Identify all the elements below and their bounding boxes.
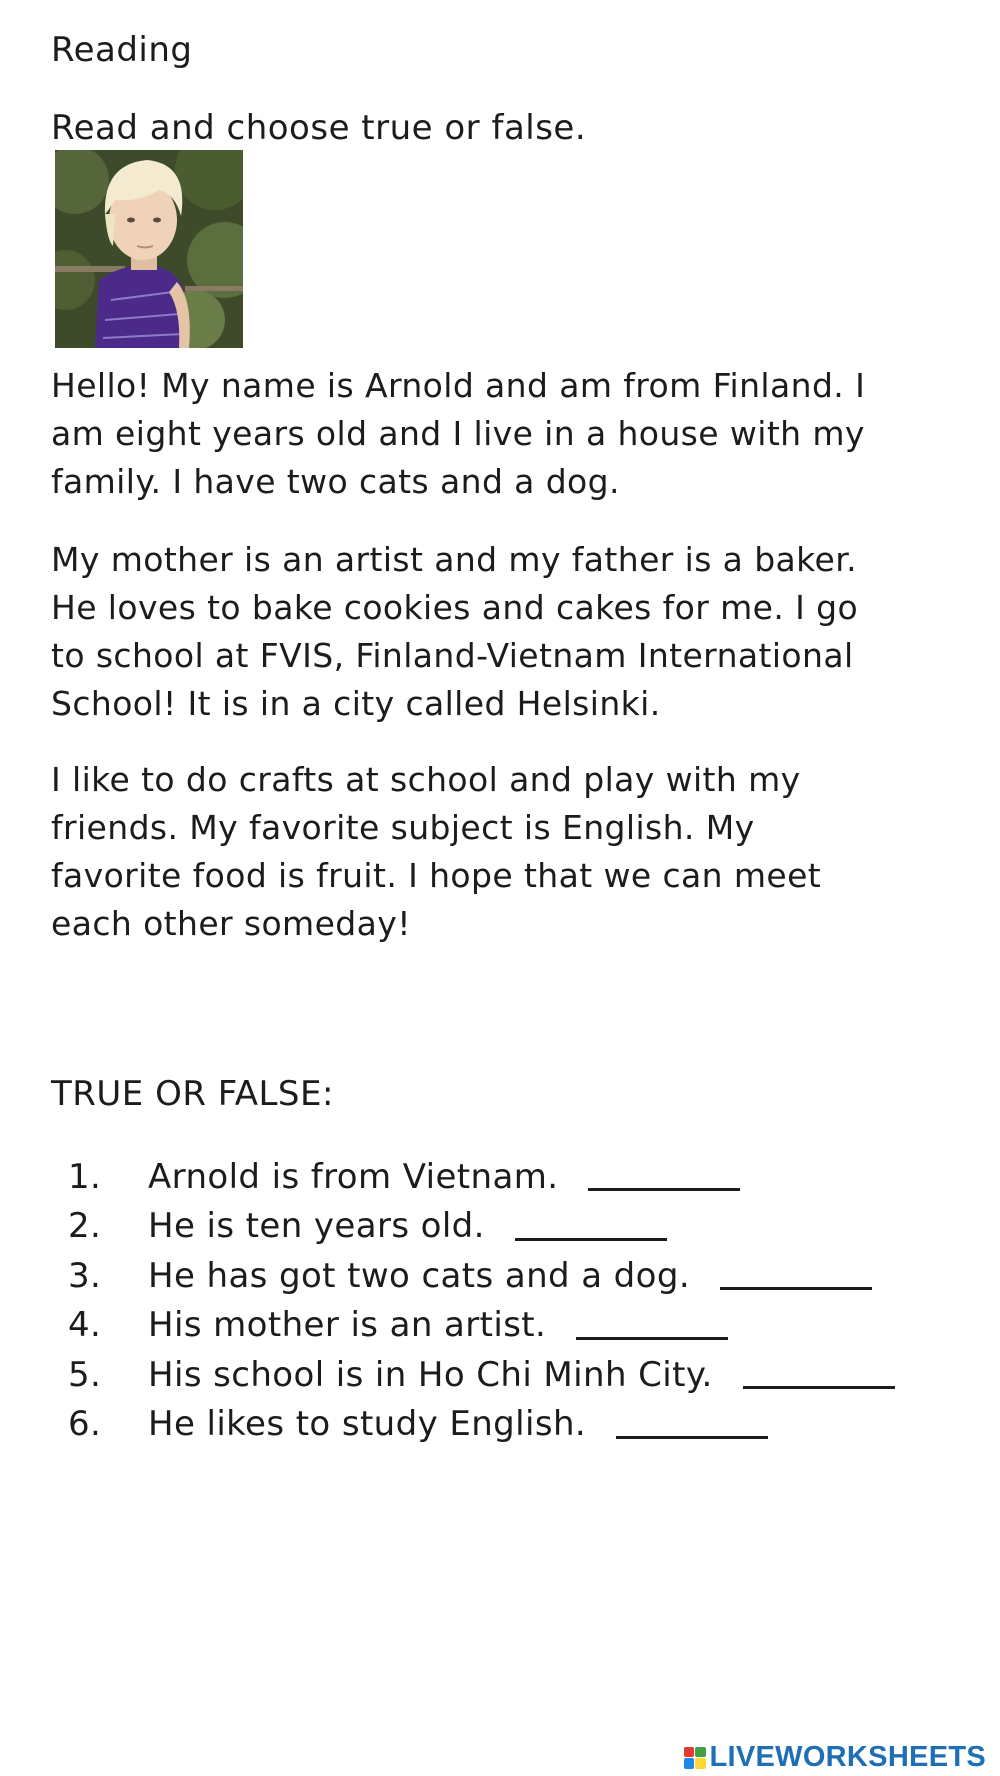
- answer-blank-2[interactable]: [515, 1212, 667, 1241]
- answer-blank-1[interactable]: [588, 1162, 740, 1191]
- passage-line: Hello! My name is Arnold and am from Finland. I: [51, 366, 866, 405]
- brand-name: LIVEWORKSHEETS: [709, 1741, 986, 1773]
- true-false-heading: TRUE OR FALSE:: [51, 1074, 334, 1114]
- question-number: 4.: [68, 1305, 102, 1346]
- question-text: He is ten years old.: [148, 1206, 485, 1247]
- question-item-5: [60, 1350, 895, 1400]
- liveworksheets-logo-icon: [684, 1747, 706, 1769]
- question-item-4: [60, 1301, 895, 1351]
- logo-square-red: [684, 1747, 695, 1758]
- question-text: His mother is an artist.: [148, 1305, 547, 1346]
- question-number: 2.: [68, 1206, 102, 1247]
- question-number: 6.: [68, 1404, 102, 1445]
- question-item-1: [60, 1152, 895, 1202]
- instructions: Read and choose true or false.: [51, 108, 587, 148]
- question-item-2: [60, 1202, 895, 1252]
- answer-blank-6[interactable]: [616, 1410, 768, 1439]
- question-text: His school is in Ho Chi Minh City.: [148, 1354, 713, 1395]
- answer-blank-3[interactable]: [720, 1261, 872, 1290]
- question-item-6: [60, 1400, 895, 1450]
- passage-line: family. I have two cats and a dog.: [51, 462, 620, 501]
- question-number: 3.: [68, 1255, 102, 1296]
- question-list: [60, 1152, 895, 1449]
- boy-photo: [55, 150, 243, 348]
- passage-line: am eight years old and I live in a house with my: [51, 414, 865, 453]
- passage-line: to school at FVIS, Finland-Vietnam International: [51, 636, 854, 675]
- question-text: Arnold is from Vietnam.: [148, 1156, 559, 1197]
- passage-paragraph-3: [51, 756, 951, 948]
- question-item-3: [60, 1251, 895, 1301]
- question-text: He has got two cats and a dog.: [148, 1255, 691, 1296]
- passage-paragraph-2: [51, 536, 951, 728]
- question-number: 1.: [68, 1156, 102, 1197]
- passage-line: I like to do crafts at school and play with my: [51, 760, 801, 799]
- passage-line: each other someday!: [51, 904, 411, 943]
- question-number: 5.: [68, 1354, 102, 1395]
- passage-line: favorite food is fruit. I hope that we can meet: [51, 856, 822, 895]
- passage-line: He loves to bake cookies and cakes for me. I go: [51, 588, 859, 627]
- logo-square-green: [695, 1747, 706, 1758]
- passage-line: My mother is an artist and my father is a baker.: [51, 540, 858, 579]
- passage-paragraph-1: [51, 362, 951, 506]
- worksheet-title: Reading: [51, 30, 193, 70]
- question-text: He likes to study English.: [148, 1404, 587, 1445]
- logo-square-blue: [684, 1758, 695, 1769]
- liveworksheets-brand[interactable]: [684, 1741, 987, 1774]
- answer-blank-4[interactable]: [576, 1311, 728, 1340]
- answer-blank-5[interactable]: [743, 1360, 895, 1389]
- logo-square-yellow: [695, 1758, 706, 1769]
- passage-line: friends. My favorite subject is English. My: [51, 808, 755, 847]
- passage-line: School! It is in a city called Helsinki.: [51, 684, 661, 723]
